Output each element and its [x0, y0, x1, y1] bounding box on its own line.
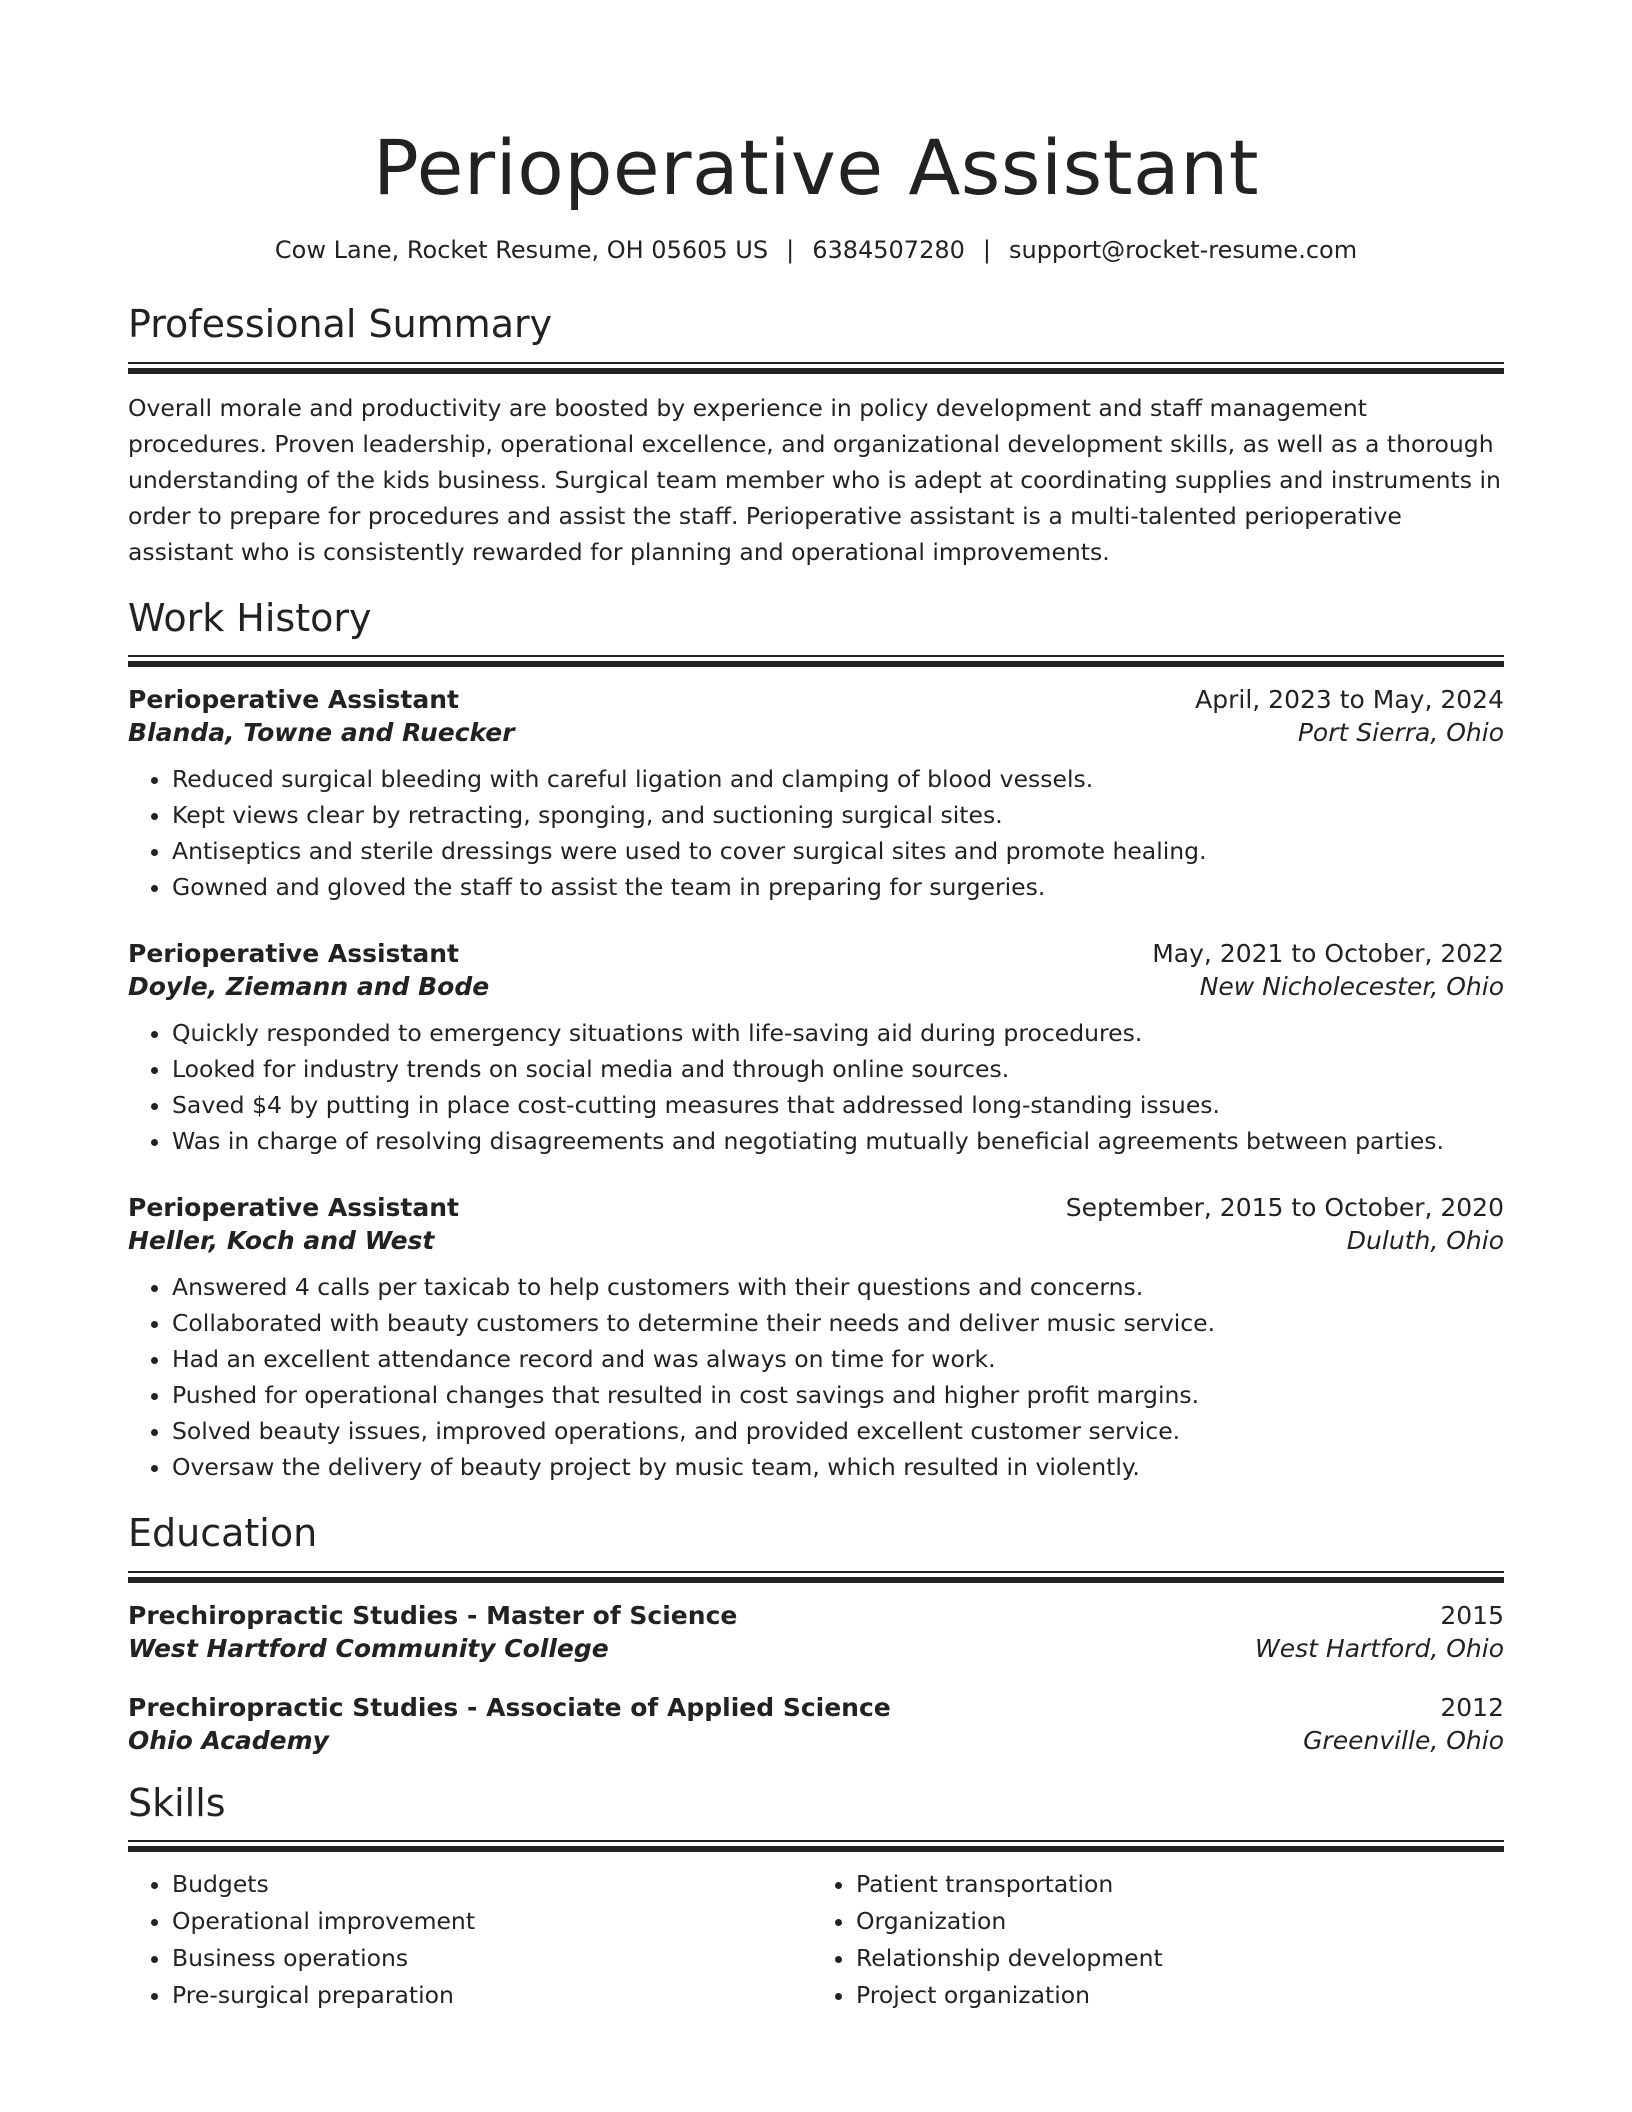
job-title: Perioperative Assistant — [128, 1193, 460, 1223]
job-bullet: • Was in charge of resolving disagreements and negotiating mutually beneficial agreements between parties. — [172, 1123, 1504, 1159]
job-bullet: • Kept views clear by retracting, sponging, and suctioning surgical sites. — [172, 797, 1504, 833]
job-bullet: • Quickly responded to emergency situations with life-saving aid during procedures. — [172, 1015, 1504, 1051]
contact-separator: | — [786, 236, 795, 264]
contact-phone: 6384507280 — [812, 236, 965, 264]
job-bullet: • Pushed for operational changes that resulted in cost savings and higher profit margins. — [172, 1377, 1504, 1413]
job-dates: September, 2015 to October, 2020 — [1065, 1193, 1504, 1223]
contact-email: support@rocket-resume.com — [1008, 236, 1358, 264]
job-bullet: • Antiseptics and sterile dressings were used to cover surgical sites and promote healing. — [172, 833, 1504, 869]
resume-name: Perioperative Assistant — [372, 123, 1260, 212]
education-degree: Prechiropractic Studies - Associate of Applied Science — [128, 1692, 891, 1722]
education-year: 2012 — [1440, 1692, 1504, 1722]
section-divider — [128, 655, 1504, 665]
education-location: Greenville, Ohio — [1303, 1725, 1504, 1755]
job-location: Port Sierra, Ohio — [1297, 718, 1504, 748]
job-employer: Doyle, Ziemann and Bode — [128, 972, 490, 1002]
job-bullet: • Oversaw the delivery of beauty project by music team, which resulted in violently. — [172, 1449, 1504, 1485]
section-divider — [128, 1840, 1504, 1850]
job-bullet: • Gowned and gloved the staff to assist the team in preparing for surgeries. — [172, 869, 1504, 905]
education-location: West Hartford, Ohio — [1255, 1633, 1504, 1663]
job-bullet: • Collaborated with beauty customers to determine their needs and deliver music service. — [172, 1305, 1504, 1341]
job-dates: May, 2021 to October, 2022 — [1152, 939, 1504, 969]
education-section — [128, 1511, 1504, 1755]
resume-page — [128, 0, 1504, 2014]
section-divider — [128, 362, 1504, 372]
job-bullets — [128, 1015, 1504, 1159]
job-bullet: • Looked for industry trends on social media and through online sources. — [172, 1051, 1504, 1087]
education-school: Ohio Academy — [128, 1725, 329, 1755]
job-bullet: • Answered 4 calls per taxicab to help customers with their questions and concerns. — [172, 1269, 1504, 1305]
section-title-work-history: Work History — [128, 595, 372, 640]
skill-item: • Pre-surgical preparation — [172, 1977, 812, 2014]
job-bullet: • Solved beauty issues, improved operations, and provided excellent customer service. — [172, 1413, 1504, 1449]
job-location: New Nicholecester, Ohio — [1199, 972, 1504, 1002]
skills-section — [128, 1781, 1504, 2015]
job-title: Perioperative Assistant — [128, 939, 460, 969]
skills-column-right — [812, 1866, 1496, 2014]
section-title-summary: Professional Summary — [128, 302, 553, 346]
skill-item: • Relationship development — [856, 1940, 1496, 1977]
job-bullet: • Saved $4 by putting in place cost-cutting measures that addressed long-standing issues. — [172, 1087, 1504, 1123]
work-history-section — [128, 596, 1504, 1486]
skill-item: • Business operations — [172, 1940, 812, 1977]
job-title: Perioperative Assistant — [128, 685, 460, 715]
job-bullet: • Had an excellent attendance record and was always on time for work. — [172, 1341, 1504, 1377]
job-employer: Heller, Koch and West — [128, 1226, 435, 1256]
summary-section — [128, 302, 1504, 570]
education-school: West Hartford Community College — [128, 1633, 609, 1663]
job-bullets — [128, 761, 1504, 905]
skill-item: • Organization — [856, 1903, 1496, 1940]
job-entry — [128, 939, 1504, 1159]
job-bullets — [128, 1269, 1504, 1485]
education-year: 2015 — [1440, 1600, 1504, 1630]
skill-item: • Budgets — [172, 1866, 812, 1903]
summary-text: Overall morale and productivity are boosted by experience in policy development and staff management procedures. Proven leadership, operational excellence, and organizational development skills, as well as a thorough understanding of the kids business. Surgical team member who is adept at coordinating supplies and instruments in order to prepare for procedures and assist the staff. Perioperative assistant is a multi-talented perioperative assistant who is consistently rewarded for planning and operational improvements. — [128, 393, 1501, 566]
section-divider — [128, 1571, 1504, 1581]
education-degree: Prechiropractic Studies - Master of Science — [128, 1600, 738, 1630]
skill-item: • Project organization — [856, 1977, 1496, 2014]
job-employer: Blanda, Towne and Ruecker — [128, 718, 515, 748]
job-location: Duluth, Ohio — [1346, 1226, 1504, 1256]
education-entry — [128, 1693, 1504, 1755]
skill-item: • Operational improvement — [172, 1903, 812, 1940]
job-entry — [128, 685, 1504, 905]
section-title-education: Education — [128, 1511, 318, 1556]
contact-address: Cow Lane, Rocket Resume, OH 05605 US — [274, 236, 769, 264]
contact-line — [128, 236, 1504, 264]
skill-item: • Patient transportation — [856, 1866, 1496, 1903]
skills-column-left — [128, 1866, 812, 2014]
job-bullet: • Reduced surgical bleeding with careful ligation and clamping of blood vessels. — [172, 761, 1504, 797]
education-entry — [128, 1601, 1504, 1663]
job-entry — [128, 1193, 1504, 1485]
section-title-skills: Skills — [128, 1780, 226, 1825]
job-dates: April, 2023 to May, 2024 — [1195, 685, 1504, 715]
contact-separator: | — [982, 236, 991, 264]
skills-columns — [128, 1866, 1504, 2014]
